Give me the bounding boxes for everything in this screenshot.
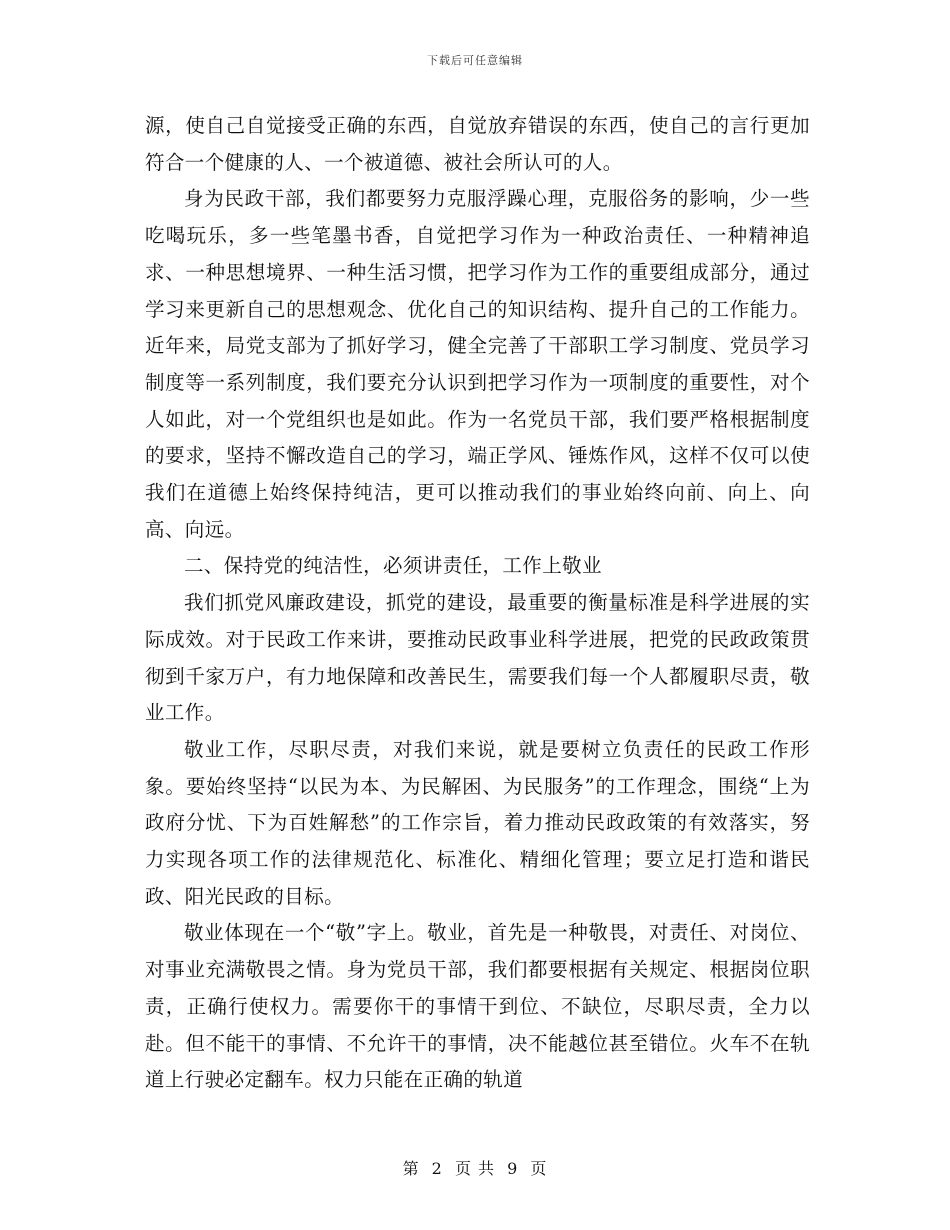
page-header: 下载后可任意编辑 xyxy=(427,54,523,67)
section-heading: 二、保持党的纯洁性，必须讲责任，工作上敬业 xyxy=(184,554,602,578)
footer-suffix: 页 xyxy=(530,1159,548,1178)
footer-prefix: 第 xyxy=(402,1159,420,1178)
paragraph-1: 源，使自己自觉接受正确的东西，自觉放弃错误的东西，使自己的言行更加符合一个健康的人、一个被道德、被社会所认可的人。 xyxy=(145,114,810,174)
paragraph-4: 敬业工作，尽职尽责，对我们来说，就是要树立负责任的民政工作形象。要始终坚持“以民为本、为民解困、为民服务”的工作理念，围绕“上为政府分忧、下为百姓解愁”的工作宗旨，着力推动民政政策的有效落实，努力实现各项工作的法律规范化、标准化、精细化管理；要立足打造和谐民政、阳光民政的目标。 xyxy=(145,737,810,908)
footer-middle: 页 共 xyxy=(454,1159,496,1178)
current-page-number: 2 xyxy=(431,1159,443,1178)
page-footer xyxy=(0,1156,950,1179)
paragraph-5: 敬业体现在一个“敬”字上。敬业，首先是一种敬畏，对责任、对岗位、对事业充满敬畏之情。身为党员干部，我们都要根据有关规定、根据岗位职责，正确行使权力。需要你干的事情干到位、不缺位，尽职尽责，全力以赴。但不能干的事情、不允许干的事情，决不能越位甚至错位。火车不在轨道上行驶必定翻车。权力只能在正确的轨道 xyxy=(145,921,810,1092)
total-page-count: 9 xyxy=(507,1159,519,1178)
paragraph-2: 身为民政干部，我们都要努力克服浮躁心理，克服俗务的影响，少一些吃喝玩乐，多一些笔墨书香，自觉把学习作为一种政治责任、一种精神追求、一种思想境界、一种生活习惯，把学习作为工作的重要组成部分，通过学习来更新自己的思想观念、优化自己的知识结构、提升自己的工作能力。近年来，局党支部为了抓好学习，健全完善了干部职工学习制度、党员学习制度等一系列制度，我们要充分认识到把学习作为一项制度的重要性，对个人如此，对一个党组织也是如此。作为一名党员干部，我们要严格根据制度的要求，坚持不懈改造自己的学习，端正学风、锤炼作风，这样不仅可以使我们在道德上始终保持纯洁，更可以推动我们的事业始终向前、向上、向高、向远。 xyxy=(145,187,810,541)
paragraph-3: 我们抓党风廉政建设，抓党的建设，最重要的衡量标准是科学进展的实际成效。对于民政工作来讲，要推动民政事业科学进展，把党的民政政策贯彻到千家万户，有力地保障和改善民生，需要我们每一个人都履职尽责，敬业工作。 xyxy=(145,591,810,725)
document-body xyxy=(145,108,810,1099)
